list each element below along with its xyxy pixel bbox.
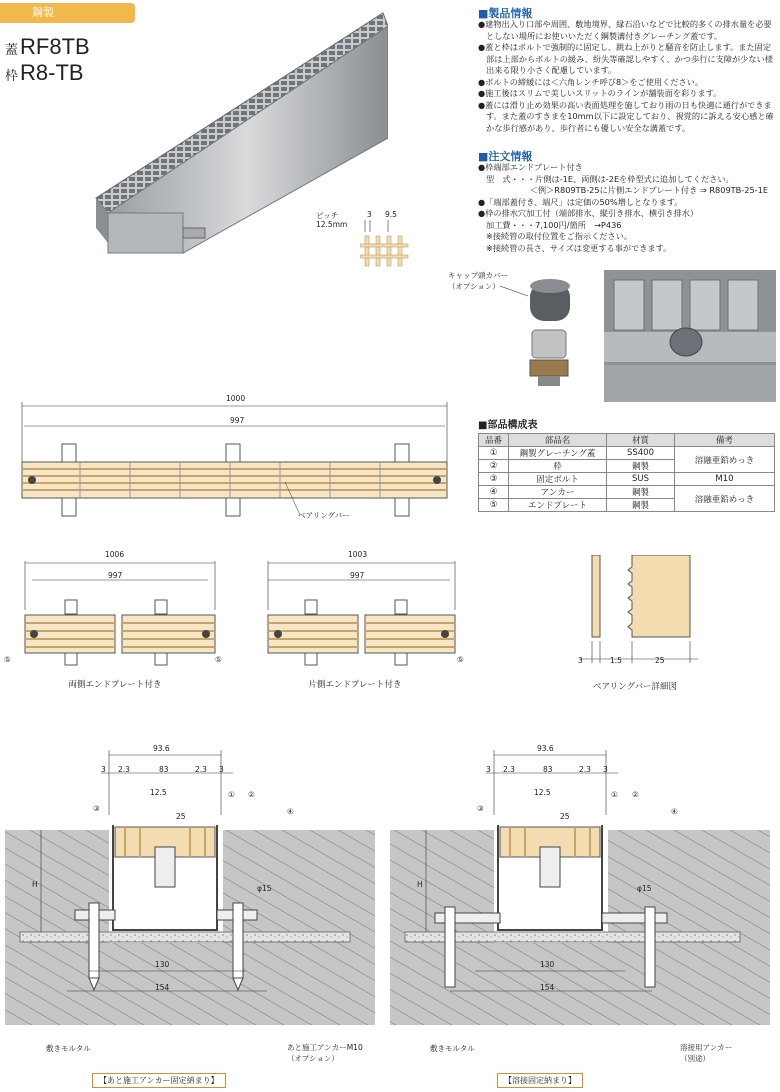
frame-model: 枠R8-TB bbox=[5, 60, 84, 85]
cell: 溶融亜鉛めっき bbox=[675, 447, 775, 473]
bearing-detail-caption: ベアリングバー詳細図 bbox=[593, 682, 677, 692]
end-plate-mark: ⑤ bbox=[215, 655, 222, 664]
mark-3: ③ bbox=[477, 804, 484, 813]
table-row bbox=[479, 473, 775, 486]
cell: 鋼製 bbox=[607, 486, 675, 499]
cell: 枠 bbox=[509, 460, 607, 473]
col-header: 材質 bbox=[607, 434, 675, 447]
dim-93-6: 93.6 bbox=[537, 744, 554, 753]
mortar-label: 敷きモルタル bbox=[46, 1044, 91, 1053]
dim-997-both: 997 bbox=[108, 571, 123, 580]
dim-25: 25 bbox=[560, 812, 570, 821]
dim-3: 3 bbox=[101, 765, 106, 774]
order-line: ＜例＞R809TB-25に片側エンドプレート付き ⇒ R809TB-25-1E bbox=[529, 185, 768, 195]
cell: ③ bbox=[479, 473, 509, 486]
pitch-diagram bbox=[360, 218, 410, 268]
cell: SUS bbox=[607, 473, 675, 486]
mark-4: ④ bbox=[671, 807, 678, 816]
cell: ① bbox=[479, 447, 509, 460]
left-section-caption: 【あと施工アンカー固定納まり】 bbox=[92, 1073, 226, 1088]
dim-3: 3 bbox=[219, 765, 224, 774]
mark-3: ③ bbox=[93, 804, 100, 813]
dim-3: 3 bbox=[486, 765, 491, 774]
col-header: 部品名 bbox=[509, 434, 607, 447]
mark-1: ① bbox=[611, 790, 618, 799]
right-section-caption: 【溶接固定納まり】 bbox=[497, 1073, 583, 1088]
parts-table-title: ■部品構成表 bbox=[478, 420, 538, 431]
cell: SS400 bbox=[607, 447, 675, 460]
product-info-heading: ■製品情報 bbox=[478, 7, 533, 20]
product-info-item: ●蓋には滑り止め効果の高い表面処理を施しており雨の日も快適に通行ができます。また蓋のすきまを10mm以下に設定しており、視覚的に訴える安心感と確かな歩行感があり、歩行者にも優しい安全な溝蓋です。 bbox=[478, 99, 774, 133]
bearing-dim-25: 25 bbox=[655, 656, 665, 665]
cell: ④ bbox=[479, 486, 509, 499]
product-info-item: ●施工後はスリムで美しいスリットのラインが舗装面を彩ります。 bbox=[478, 88, 722, 98]
dim-130: 130 bbox=[540, 960, 555, 969]
dim-h: H bbox=[32, 880, 38, 889]
dim-25: 25 bbox=[176, 812, 186, 821]
col-header: 備考 bbox=[675, 434, 775, 447]
cap-option-sub: （オプション） bbox=[448, 282, 500, 291]
cell: ② bbox=[479, 460, 509, 473]
dim-83: 83 bbox=[543, 765, 553, 774]
cap-installed-photo bbox=[604, 270, 776, 402]
cap-bolt-illustration bbox=[490, 268, 600, 398]
order-line: ※接続管の長さ、サイズは変更する事ができます。 bbox=[486, 242, 672, 253]
dim-12-5: 12.5 bbox=[534, 788, 551, 797]
dim-2-3: 2.3 bbox=[503, 765, 515, 774]
cell: 固定ボルト bbox=[509, 473, 607, 486]
end-plate-mark: ⑤ bbox=[457, 655, 464, 664]
order-line: ●枠端部エンドプレート付き bbox=[478, 162, 583, 172]
one-end-caption: 片側エンドプレート付き bbox=[308, 680, 402, 690]
dim-2-3: 2.3 bbox=[195, 765, 207, 774]
product-info-list bbox=[478, 19, 776, 134]
mark-4: ④ bbox=[287, 807, 294, 816]
dim-83: 83 bbox=[159, 765, 169, 774]
dim-154: 154 bbox=[540, 983, 555, 992]
product-info-item: ●建物出入り口部や周囲、敷地境界、縁石沿いなどで比較的多くの排水量を必要としない場所にお使いいただく鋼製溝付きグレーチング蓋です。 bbox=[478, 19, 772, 41]
anchor-label: あと施工アンカーM10 bbox=[287, 1043, 363, 1052]
table-row bbox=[479, 486, 775, 499]
mark-2: ② bbox=[248, 790, 255, 799]
order-line: 加工費・・・7,100円/箇所 →P436 bbox=[486, 219, 622, 230]
order-line: ※接続管の取付位置をご指示ください。 bbox=[486, 231, 633, 241]
dim-phi15: φ15 bbox=[637, 884, 652, 893]
product-info-item: ●ボルトの締緩には＜六角レンチ呼び8＞をご使用ください。 bbox=[478, 76, 704, 87]
both-end-caption: 両側エンドプレート付き bbox=[68, 680, 162, 690]
end-plate-views bbox=[10, 555, 470, 670]
dim-3: 3 bbox=[603, 765, 608, 774]
dim-phi15: φ15 bbox=[257, 884, 272, 893]
bearing-dim-1-5: 1.5 bbox=[610, 656, 622, 665]
dim-997: 997 bbox=[230, 416, 245, 425]
cell: ⑤ bbox=[479, 499, 509, 512]
cell: 溶融亜鉛めっき bbox=[675, 486, 775, 512]
lid-model: 蓋RF8TB bbox=[5, 34, 90, 59]
cell: 鋼製 bbox=[607, 499, 675, 512]
mark-2: ② bbox=[632, 790, 639, 799]
mark-1: ① bbox=[228, 790, 235, 799]
product-info-item: ●蓋と枠はボルトで強制的に固定し、跳ね上がりと騒音を防止します。また固定部は上部からボルトの緩み、紛失等確認しやすく、かつ歩行に支障が少ない様出来る限り小さく配慮しています。 bbox=[478, 42, 773, 75]
table-row bbox=[479, 447, 775, 460]
bearing-bar-label: ベアリングバー bbox=[298, 511, 350, 520]
top-view-drawing bbox=[10, 392, 450, 527]
bearing-dim-3: 3 bbox=[578, 656, 583, 665]
cell: M10 bbox=[675, 473, 775, 486]
order-line: ●「端部蓋付き、端尺」は定価の50%増しとなります。 bbox=[478, 196, 683, 207]
parts-table bbox=[478, 416, 775, 512]
end-plate-mark: ⑤ bbox=[4, 655, 11, 664]
category-tag: 鋼製 bbox=[0, 3, 135, 23]
weld-anchor-label: 溶接用アンカー bbox=[680, 1043, 733, 1052]
order-info-list bbox=[478, 162, 776, 254]
dim-12-5: 12.5 bbox=[150, 788, 167, 797]
dim-1003: 1003 bbox=[348, 550, 368, 559]
dim-h: H bbox=[417, 880, 423, 889]
pitch-value: 12.5mm bbox=[316, 220, 348, 229]
pitch-label: ピッチ bbox=[316, 211, 339, 220]
dim-1000: 1000 bbox=[226, 394, 246, 403]
dim-1006: 1006 bbox=[105, 550, 125, 559]
order-line: ●枠の排水穴加工付（端部排水、縦引き排水、横引き排水） bbox=[478, 208, 699, 218]
cap-option-label: キャップ頭カバー bbox=[448, 271, 508, 280]
cell: 鋼製 bbox=[607, 460, 675, 473]
mortar-label: 敷きモルタル bbox=[430, 1044, 475, 1053]
cell: アンカー bbox=[509, 486, 607, 499]
dim-2-3: 2.3 bbox=[579, 765, 591, 774]
bearing-bar-detail bbox=[570, 555, 700, 670]
cross-sections bbox=[5, 735, 775, 1035]
col-header: 品番 bbox=[479, 434, 509, 447]
order-info-heading: ■注文情報 bbox=[478, 150, 533, 163]
dim-93-6: 93.6 bbox=[153, 744, 170, 753]
dim-130: 130 bbox=[155, 960, 170, 969]
dim-997-one: 997 bbox=[350, 571, 365, 580]
weld-anchor-sub: （別途） bbox=[680, 1054, 710, 1063]
cell: 鋼製グレーチング蓋 bbox=[509, 447, 607, 460]
dim-2-3: 2.3 bbox=[118, 765, 130, 774]
order-line: 型 式・・・片側は-1E、両側は-2Eを枠型式に追加してください。 bbox=[486, 173, 734, 184]
pitch-dim-9-5: 9.5 bbox=[385, 210, 397, 219]
pitch-dim-3: 3 bbox=[367, 210, 372, 219]
dim-154: 154 bbox=[155, 983, 170, 992]
cell: エンドプレート bbox=[509, 499, 607, 512]
anchor-option-label: （オプション） bbox=[287, 1054, 339, 1063]
